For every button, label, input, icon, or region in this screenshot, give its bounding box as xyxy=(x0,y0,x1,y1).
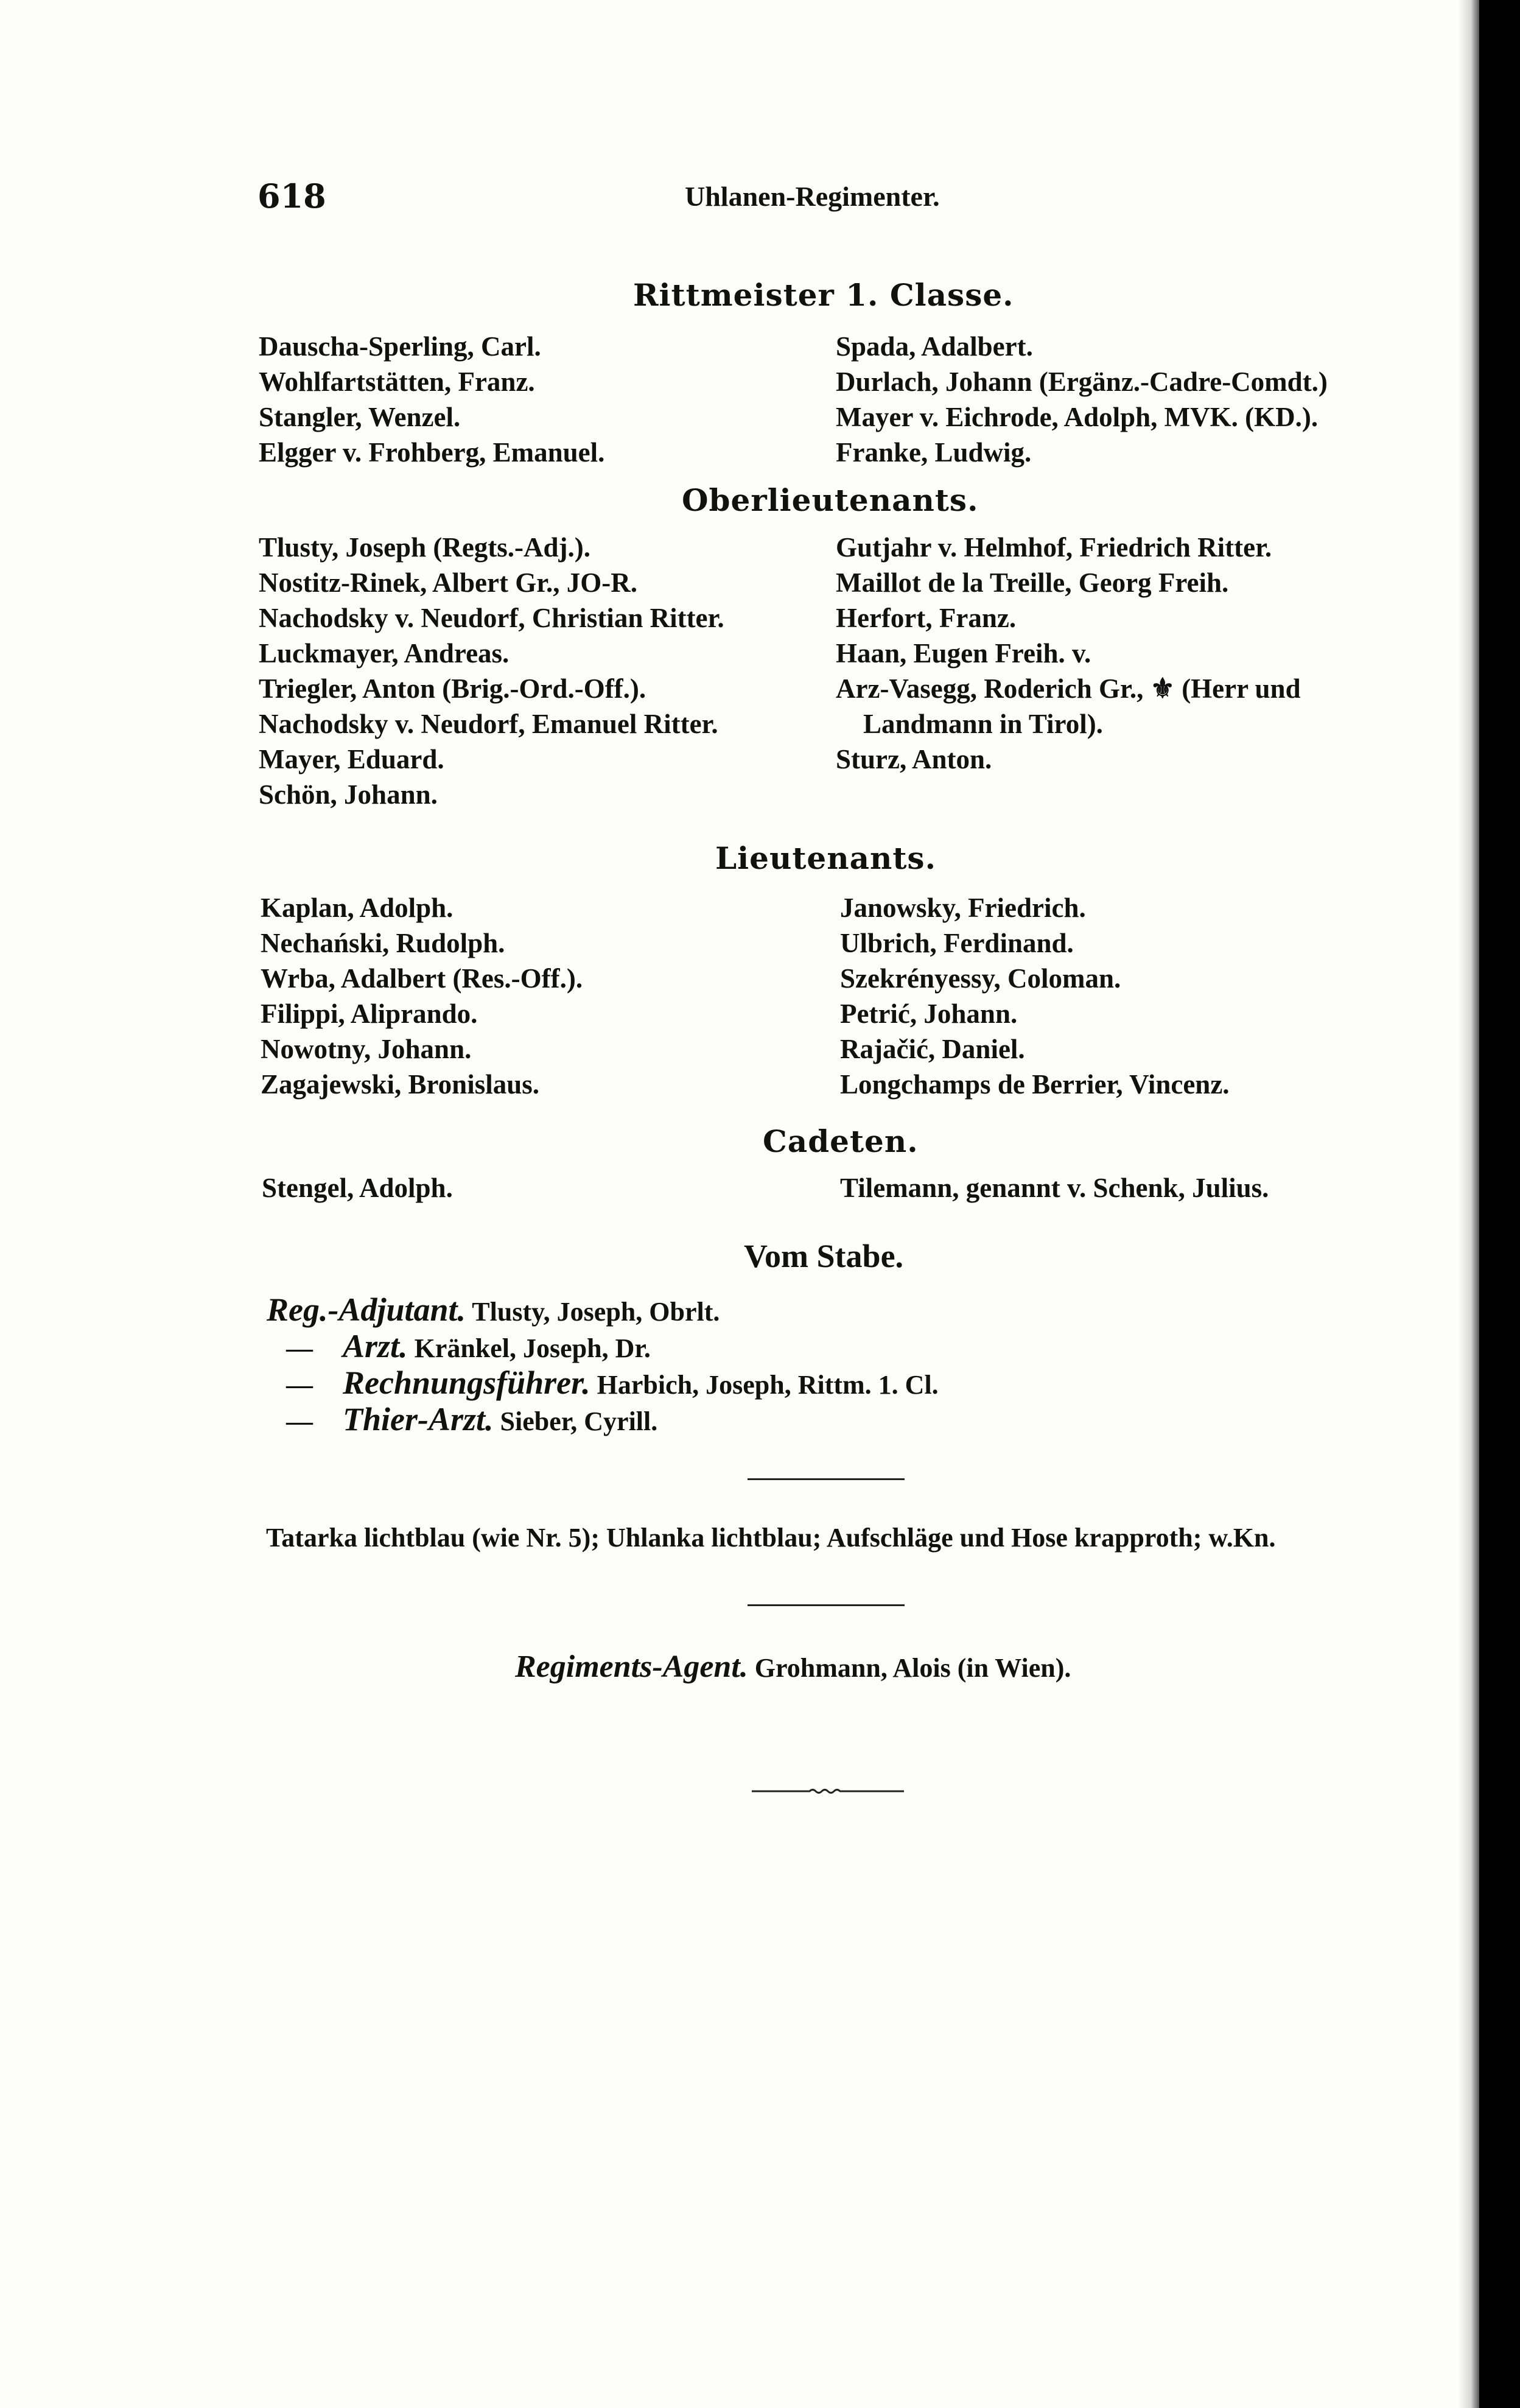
heading-rittmeister: Rittmeister 1. Classe. xyxy=(633,277,1014,313)
list-item: Zagajewski, Bronislaus. xyxy=(261,1069,540,1100)
list-item: Arz-Vasegg, Roderich Gr., ⚜ (Herr und xyxy=(836,673,1301,704)
list-item: Mayer, Eduard. xyxy=(259,744,444,774)
list-item: Stangler, Wenzel. xyxy=(259,402,461,432)
list-item: Nachodsky v. Neudorf, Emanuel Ritter. xyxy=(259,709,718,739)
list-item: Elgger v. Frohberg, Emanuel. xyxy=(259,437,605,468)
list-item: Luckmayer, Andreas. xyxy=(259,638,510,669)
list-item: Spada, Adalbert. xyxy=(836,331,1033,362)
list-item: Stengel, Adolph. xyxy=(262,1173,453,1203)
list-item: Kaplan, Adolph. xyxy=(261,893,454,923)
page-number: 618 xyxy=(257,177,326,216)
list-item: Petrić, Johann. xyxy=(840,999,1018,1029)
staff-name: Kränkel, Joseph, Dr. xyxy=(414,1333,651,1363)
staff-name: Sieber, Cyrill. xyxy=(500,1406,658,1436)
regiments-agent xyxy=(515,1649,1071,1685)
page-edge-shadow xyxy=(1458,0,1479,2408)
list-item: Filippi, Aliprando. xyxy=(261,999,478,1029)
list-item: Nowotny, Johann. xyxy=(261,1034,472,1064)
staff-row xyxy=(286,1327,651,1365)
list-item: Maillot de la Treille, Georg Freih. xyxy=(836,567,1229,598)
divider-rule xyxy=(748,1478,905,1480)
list-item: Ulbrich, Ferdinand. xyxy=(840,928,1074,958)
list-item: Durlach, Johann (Ergänz.-Cadre-Comdt.) xyxy=(836,367,1328,397)
cadeten-right-column xyxy=(840,1170,1269,1206)
staff-dash: — xyxy=(286,1406,313,1436)
divider-rule xyxy=(748,1604,905,1606)
list-item: Wrba, Adalbert (Res.-Off.). xyxy=(261,963,583,994)
lieutenants-right-column xyxy=(840,890,1230,1102)
staff-role: Thier-Arzt. xyxy=(343,1401,494,1437)
staff-dash: — xyxy=(286,1370,313,1400)
staff-dash: — xyxy=(286,1333,313,1363)
list-item: Szekrényessy, Coloman. xyxy=(840,963,1121,994)
agent-role: Regiments-Agent. xyxy=(515,1649,748,1684)
list-item: Gutjahr v. Helmhof, Friedrich Ritter. xyxy=(836,532,1272,563)
list-item: Triegler, Anton (Brig.-Ord.-Off.). xyxy=(259,673,646,704)
staff-row xyxy=(286,1364,939,1402)
list-item: Wohlfartstätten, Franz. xyxy=(259,367,535,397)
list-item: Sturz, Anton. xyxy=(836,744,992,774)
heading-vom-stabe: Vom Stabe. xyxy=(744,1238,904,1274)
list-item: Nachodsky v. Neudorf, Christian Ritter. xyxy=(259,603,724,633)
end-flourish xyxy=(752,1787,904,1795)
list-item: Tlusty, Joseph (Regts.-Adj.). xyxy=(259,532,591,563)
staff-role: Rechnungsführer. xyxy=(343,1364,590,1401)
lieutenants-left-column xyxy=(261,890,583,1102)
list-item: Mayer v. Eichrode, Adolph, MVK. (KD.). xyxy=(836,402,1319,432)
list-item: Nostitz-Rinek, Albert Gr., JO-R. xyxy=(259,567,638,598)
list-item: Herfort, Franz. xyxy=(836,603,1017,633)
running-title: Uhlanen-Regimenter. xyxy=(685,181,940,212)
staff-row xyxy=(286,1400,657,1438)
rittmeister-right-column xyxy=(836,329,1328,470)
list-item: Longchamps de Berrier, Vincenz. xyxy=(840,1069,1230,1100)
oberlieutenants-right-column xyxy=(836,530,1301,777)
list-item: Nechański, Rudolph. xyxy=(261,928,505,958)
staff-role: Reg.-Adjutant. xyxy=(267,1291,466,1328)
staff-role: Arzt. xyxy=(343,1328,408,1364)
list-item: Haan, Eugen Freih. v. xyxy=(836,638,1091,669)
list-item: Landmann in Tirol). xyxy=(836,709,1103,739)
heading-lieutenants: Lieutenants. xyxy=(715,840,936,876)
staff-name: Tlusty, Joseph, Obrlt. xyxy=(472,1297,720,1327)
oberlieutenants-left-column xyxy=(259,530,724,812)
list-item: Tilemann, genannt v. Schenk, Julius. xyxy=(840,1173,1269,1203)
agent-name: Grohmann, Alois (in Wien). xyxy=(754,1653,1071,1683)
staff-name: Harbich, Joseph, Rittm. 1. Cl. xyxy=(597,1370,939,1400)
heading-oberlieutenants: Oberlieutenants. xyxy=(682,482,979,518)
list-item: Schön, Johann. xyxy=(259,779,438,810)
list-item: Franke, Ludwig. xyxy=(836,437,1032,468)
list-item: Dauscha-Sperling, Carl. xyxy=(259,331,541,362)
list-item: Rajačić, Daniel. xyxy=(840,1034,1025,1064)
list-item: Janowsky, Friedrich. xyxy=(840,893,1086,923)
rittmeister-left-column xyxy=(259,329,604,470)
cadeten-left-column xyxy=(262,1170,453,1206)
heading-cadeten: Cadeten. xyxy=(763,1123,919,1159)
staff-row xyxy=(267,1291,720,1329)
uniform-note: Tatarka lichtblau (wie Nr. 5); Uhlanka lichtblau; Aufschläge und Hose krapproth; w.Kn. xyxy=(266,1523,1276,1553)
